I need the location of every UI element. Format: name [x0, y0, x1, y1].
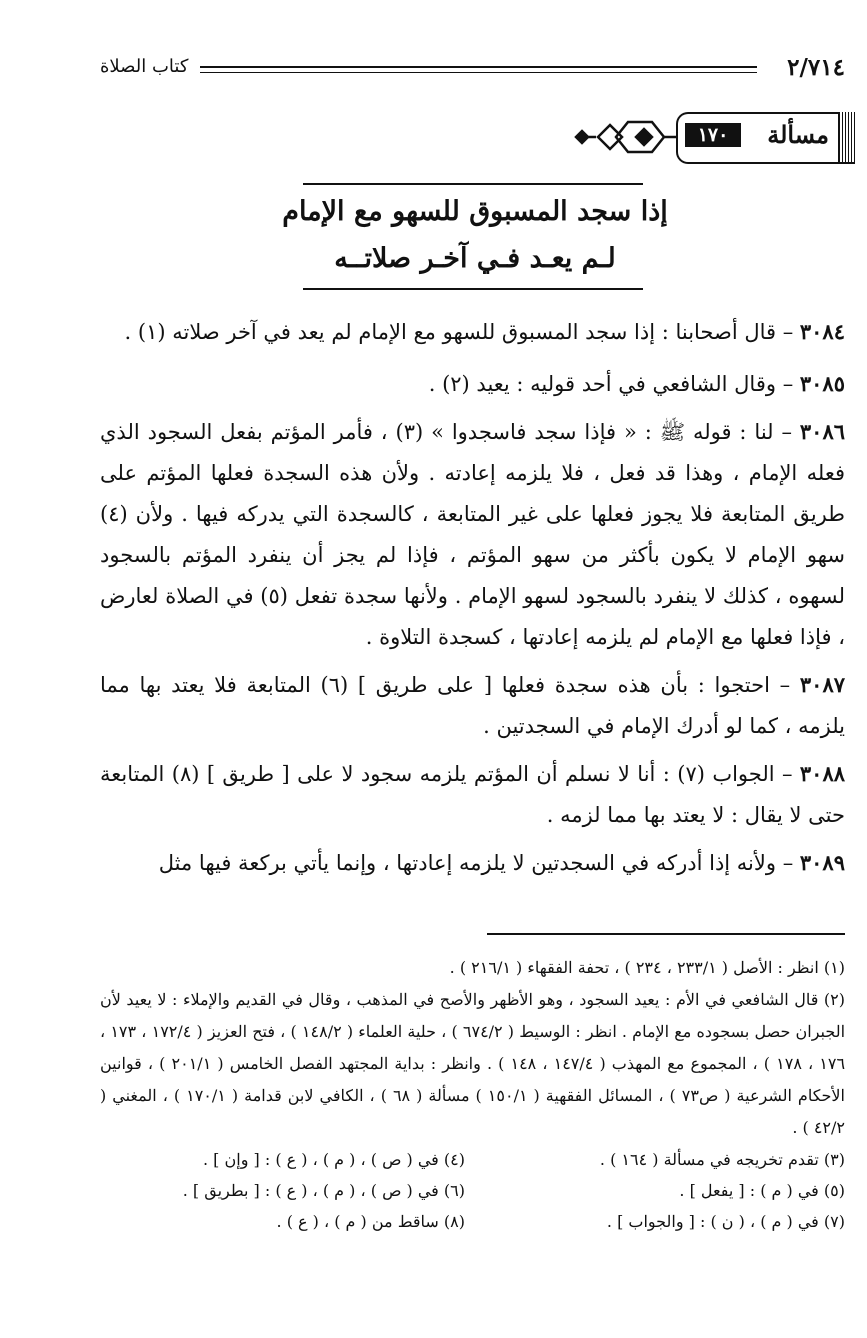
body-text [100, 311, 845, 884]
footnote-2: (٢) قال الشافعي في الأم : يعيد السجود ، وهو الأظهر والأصح في المذهب ، وقال في القديم والإملاء : لا يعيد لأن الجبران حصل بسجوده مع الإمام . انظر : الوسيط ( ٦٧٤/٢ ) ، حلية العلماء ( ١٤٨/٢ ) ، فتح العزيز ( ١٧٢/٤ ، ١٧٣ ، ١٧٦ ، ١٧٨ ) ، المجموع مع المهذب ( ١٤٧/٤ ، ١٤٨ ) . وانظر : بداية المجتهد الفصل الخامس ( ٢٠١/١ ) ، قوانين الأحكام الشرعية ( ص٧٣ ) ، المسائل الفقهية ( ١٥٠/١ ) مسألة ( ٦٨ ) ، الكافي لابن قدامة ( ١٧٠/١ ) ، المغني ( ٤٢/٢ ) . [100, 990, 846, 1137]
footnotes [100, 952, 845, 1237]
running-header [100, 52, 845, 86]
masala-number: ١٧٠ [685, 123, 741, 147]
footnote-row [100, 1144, 845, 1175]
footnote-3: (٣) تقدم تخريجه في مسألة ( ١٦٤ ) . [599, 1150, 845, 1169]
footnote-1: (١) انظر : الأصل ( ٢٣٣/١ ، ٢٣٤ ) ، تحفة الفقهاء ( ٢١٦/١ ) . [449, 958, 845, 977]
title-rule-bottom [303, 288, 643, 290]
paragraph: ٣٠٨٩ – ولأنه إذا أدركه في السجدتين لا يلزمه إعادتها ، وإنما يأتي بركعة فيها مثل [158, 850, 845, 875]
footnote-row [100, 1175, 845, 1206]
banner-bars [838, 112, 855, 162]
footnote-5: (٥) في ( م ) : [ يفعل ] . [679, 1181, 845, 1200]
title-line-1: إذا سجد المسبوق للسهو مع الإمام [282, 196, 668, 227]
footnote-8: (٨) ساقط من ( م ) ، ( ع ) . [276, 1212, 465, 1231]
ornament-icon [568, 112, 678, 162]
page-number: ٢/٧١٤ [787, 54, 845, 81]
masala-label: مسألة [767, 120, 829, 149]
book-title: كتاب الصلاة [100, 56, 189, 77]
paragraph: ٣٠٨٤ – قال أصحابنا : إذا سجد المسبوق للسهو مع الإمام لم يعد في آخر صلاته (١) . [124, 319, 845, 344]
footnote-7: (٧) في ( م ) ، ( ن ) : [ والجواب ] . [606, 1212, 845, 1231]
footnote-6: (٦) في ( ص ) ، ( م ) ، ( ع ) : [ بطريق ] . [182, 1181, 465, 1200]
title-line-2: لـم يعـد فـي آخـر صلاتــه [334, 243, 616, 274]
paragraph: ٣٠٨٨ – الجواب (٧) : أنا لا نسلم أن المؤتم يلزمه سجود لا على [ طريق ] (٨) المتابعة حتى لا يقال : لا يعتد بها مما لزمه . [100, 761, 846, 827]
footnote-row [100, 1206, 845, 1237]
masala-banner [568, 112, 855, 162]
footnote-rule [487, 933, 845, 935]
footnote-4: (٤) في ( ص ) ، ( م ) ، ( ع ) : [ وإن ] . [203, 1150, 465, 1169]
header-rule [200, 66, 757, 73]
paragraph: ٣٠٨٦ – لنا : قوله ﷺ : « فإذا سجد فاسجدوا » (٣) ، فأمر المؤتم بفعل السجود الذي فعله الإمام ، وهذا قد فعل ، فلا يلزمه إعادته . ولأن هذه السجدة فعلها المؤتم على طريق المتابعة فلا يجوز فعلها على غير المتابعة ، كالسجدة التي يدركه فيها . ولأن (٤) سهو الإمام لا يكون بأكثر من سهو المؤتم ، فإذا لم يجز أن ينفرد المؤتم بالسجود لسهوه ، كذلك لا ينفرد بالسجود لسهو الإمام . ولأنها سجدة تفعل (٥) في الصلاة لعارض ، فإذا فعلها مع الإمام لم يلزمه إعادتها ، كسجدة التلاوة . [100, 419, 846, 649]
title-rule-top [303, 183, 643, 185]
paragraph: ٣٠٨٥ – وقال الشافعي في أحد قوليه : يعيد (٢) . [428, 371, 845, 396]
paragraph: ٣٠٨٧ – احتجوا : بأن هذه سجدة فعلها [ على طريق ] (٦) المتابعة فلا يعتد بها مما يلزمه ، كما لو أدرك الإمام في السجدتين . [100, 672, 846, 738]
